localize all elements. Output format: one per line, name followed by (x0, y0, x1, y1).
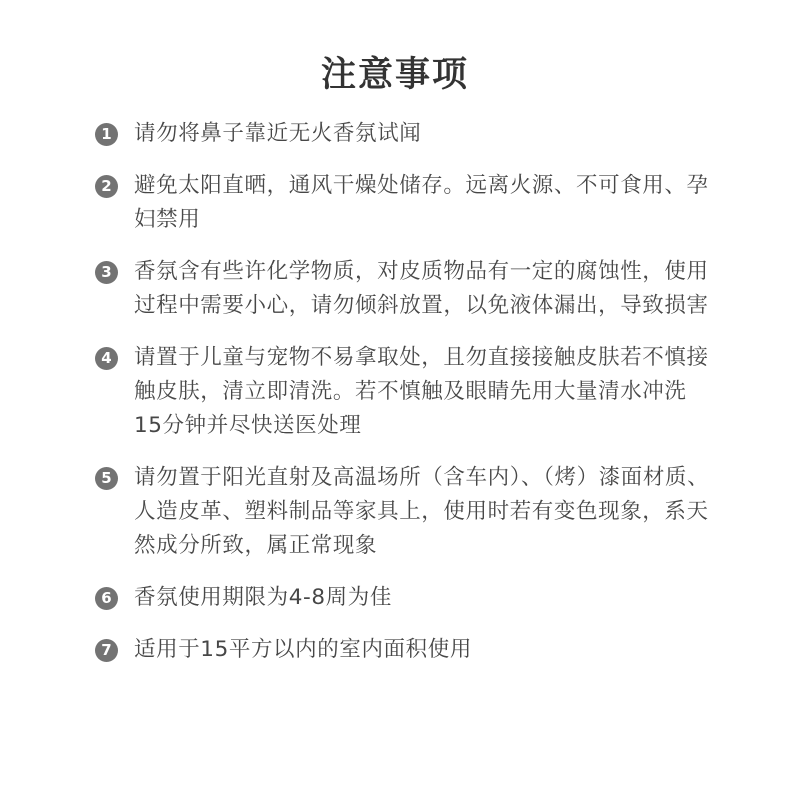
list-item (95, 633, 715, 667)
list-item (95, 255, 715, 323)
number-badge: 7 (95, 639, 118, 662)
page-title: 注意事项 (320, 55, 469, 96)
number-badge: 4 (95, 347, 118, 370)
list-item (95, 341, 715, 443)
notice-text: 香氛含有些许化学物质，对皮质物品有一定的腐蚀性，使用过程中需要小心，请勿倾斜放置，以免液体漏出，导致损害 (134, 259, 709, 318)
notice-text: 避免太阳直晒，通风干燥处储存。远离火源、不可食用、孕妇禁用 (134, 173, 709, 232)
number-badge: 2 (95, 175, 118, 198)
list-item (95, 117, 715, 151)
list-item (95, 169, 715, 237)
notice-text: 请置于儿童与宠物不易拿取处，且勿直接接触皮肤若不慎接触皮肤，清立即清洗。若不慎触及眼睛先用大量清水冲洗15分钟并尽快送医处理 (134, 345, 709, 438)
list-item (95, 461, 715, 563)
notice-text: 香氛使用期限为4-8周为佳 (134, 585, 392, 610)
number-badge: 5 (95, 467, 118, 490)
notice-text: 请勿置于阳光直射及高温场所（含车内）、（烤）漆面材质、人造皮革、塑料制品等家具上，使用时若有变色现象，系天然成分所致，属正常现象 (134, 465, 710, 558)
number-badge: 3 (95, 261, 118, 284)
notice-text: 适用于15平方以内的室内面积使用 (134, 637, 472, 662)
number-badge: 1 (95, 123, 118, 146)
number-badge: 6 (95, 587, 118, 610)
notice-text: 请勿将鼻子靠近无火香氛试闻 (134, 121, 422, 146)
list-item (95, 581, 715, 615)
notice-list (95, 117, 715, 685)
